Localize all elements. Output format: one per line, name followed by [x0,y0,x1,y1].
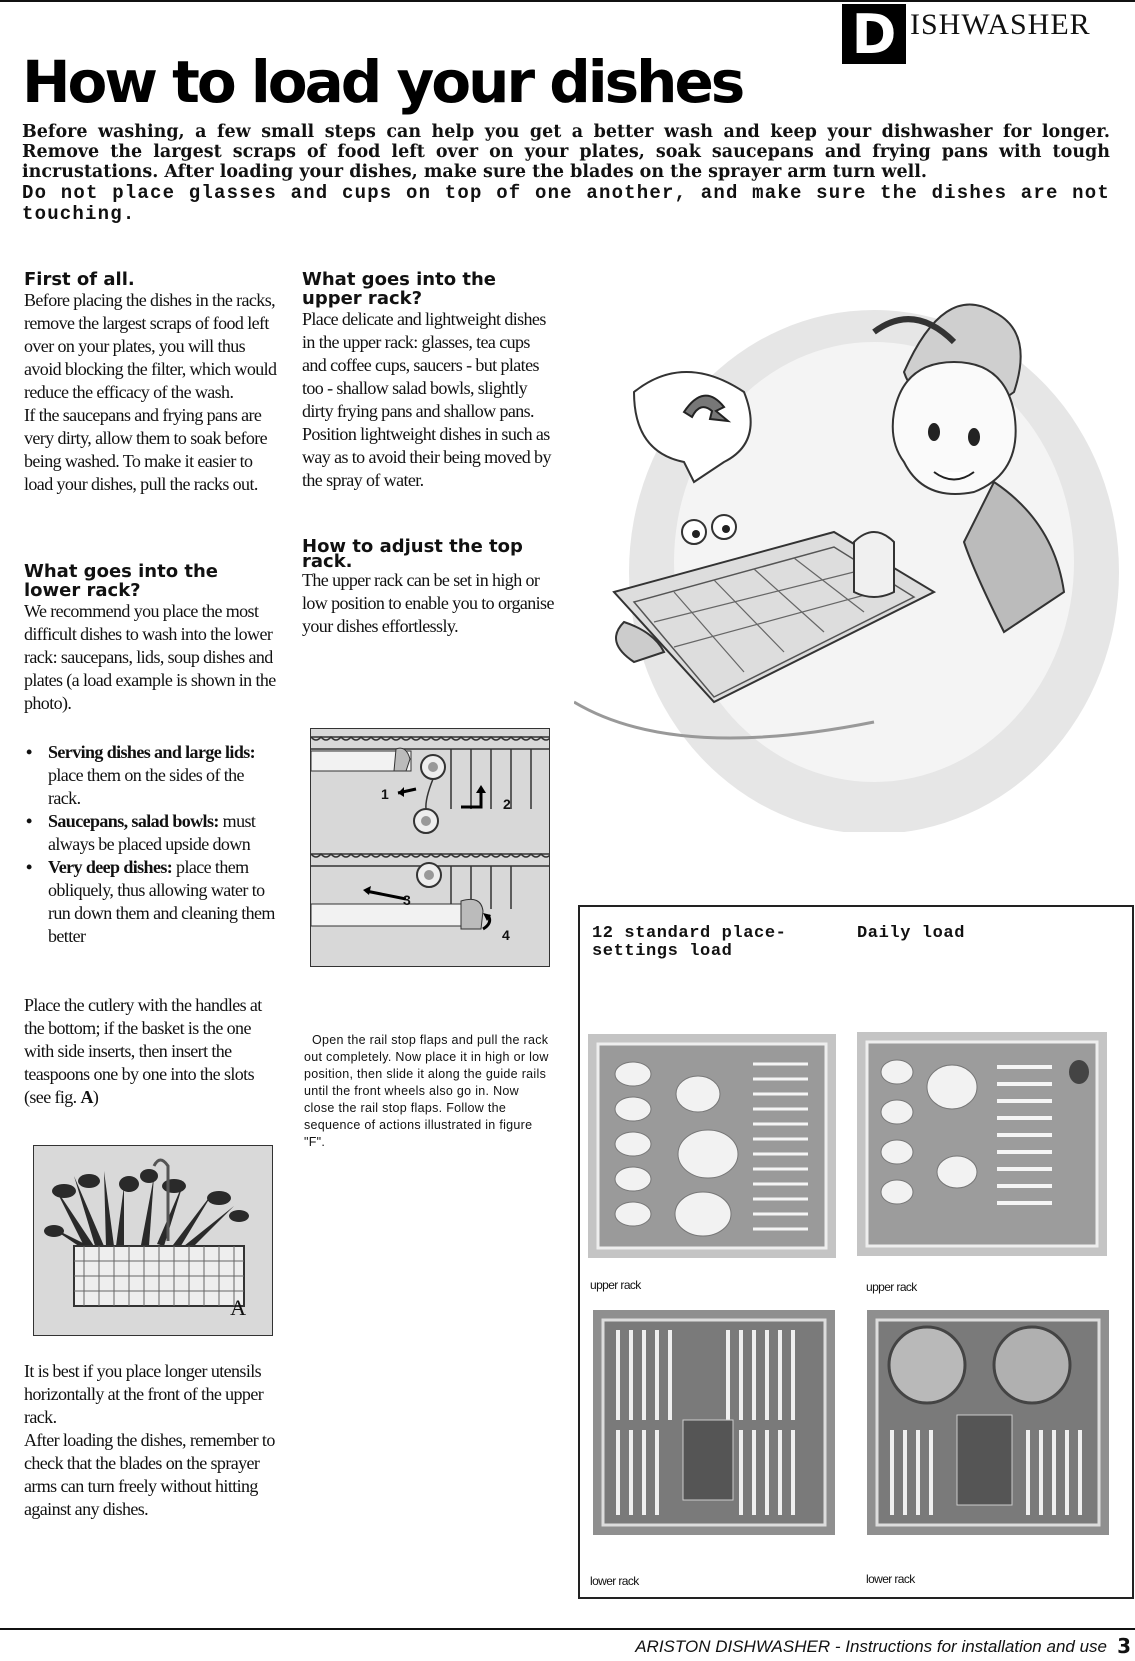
step-number-3: 3 [403,892,411,908]
intro-paragraph [22,122,1110,182]
standard-lower-rack-image [593,1310,835,1535]
section-letter-box: D [842,4,906,64]
utensils-text-2: After loading the dishes, remember to check that the blades on the sprayer arms can turn freely without hitting against any dishes. [24,1430,275,1519]
first-of-all-text-1: Before placing the dishes in the racks, remove the largest scraps of food left over on your plates, you will thus avoid blocking the filter, which would reduce the efficacy of the wash. [24,290,277,402]
list-item: • Saucepans, salad bowls: must always be placed upside down [24,810,278,856]
rack-adjust-figure [310,728,550,967]
lower-rack-section [24,562,278,715]
first-of-all-text-2: If the saucepans and frying pans are very dirty, allow them to soak before being washed. To make it easier to load your dishes, pull the racks out. [24,405,268,494]
step-number-4: 4 [502,927,510,943]
intro-line-3: incrustations. After loading your dishes, make sure the blades on the sprayer arm turn well. [22,162,928,182]
intro-line-1: Before washing, a few small steps can help you get a better wash and keep your dishwasher for longer. [22,122,1110,142]
first-of-all-section [24,270,278,496]
upper-rack-text-1: Place delicate and lightweight dishes in the upper rack: glasses, tea cups and coffee cups, saucers - but plates too - shallow salad bowls, slightly dirty frying pans and shallow pans. [302,309,546,421]
adjust-rack-section [302,536,554,638]
footer-rule [0,1628,1135,1630]
upper-rack-text-2: Position lightweight dishes in such as way as to avoid their being moved by the spray of water. [302,424,551,490]
adjust-rack-heading: How to adjust the top rack. [302,536,523,572]
upper-rack-heading: What goes into the upper rack? [302,269,496,309]
cutlery-text: Place the cutlery with the handles at the bottom; if the basket is the one with side inserts, then insert the teaspoons one by one into the slots (see fig. A) [24,995,262,1107]
standard-lower-rack-label: lower rack [590,1574,639,1588]
lower-rack-text: We recommend you place the most difficult dishes to wash into the lower rack: saucepans, lids, soup dishes and plates (a load example is shown in the photo). [24,601,276,713]
intro-line-2: Remove the largest scraps of food left over on your plates, soak saucepans and frying pans with tough [22,142,1110,162]
lower-rack-heading: What goes into the lower rack? [24,561,218,601]
upper-rack-section [302,270,554,492]
first-of-all-heading: First of all. [24,269,135,290]
daily-load-heading: Daily load [857,924,966,943]
standard-upper-rack-label: upper rack [590,1278,641,1292]
adjust-rack-text: The upper rack can be set in high or low position to enable you to organise your dishes effortlessly. [302,570,554,636]
woman-loading-dishwasher-illustration [574,272,1130,832]
woman-illustration-svg [574,272,1130,832]
list-item: • Serving dishes and large lids: place them on the sides of the rack. [24,741,278,810]
daily-upper-rack-label: upper rack [866,1280,917,1294]
daily-lower-rack-label: lower rack [866,1572,915,1586]
utensils-section [24,1360,278,1521]
daily-lower-rack-image [867,1310,1109,1535]
page-title: How to load your dishes [22,48,743,116]
daily-lower-rack-photo [867,1310,1109,1535]
standard-upper-rack-photo [588,1034,836,1258]
load-examples-panel [578,905,1134,1599]
cutlery-section [24,994,278,1109]
standard-lower-rack-photo [593,1310,835,1535]
footer-text: ARISTON DISHWASHER - Instructions for installation and use [635,1637,1107,1656]
list-item: • Very deep dishes: place them obliquely, thus allowing water to run down them and cleaning them better [24,856,278,948]
step-number-2: 2 [503,796,511,812]
rack-adjust-illustration [311,729,549,966]
cutlery-basket-figure [33,1145,273,1336]
bullet-list-section [24,741,278,948]
rack-adjust-caption: Open the rail stop flaps and pull the rack out completely. Now place it in high or low position, then slide it along the guide rails until the front wheels also go in. Now close the rail stop flaps. Follow the sequence of actions illustrated in figure "F". [304,1033,549,1149]
intro-warning: Do not place glasses and cups on top of one another, and make sure the dishes are not touching. [22,182,1110,225]
standard-load-heading: 12 standard place-settings load [592,924,787,961]
utensils-text-1: It is best if you place longer utensils horizontally at the front of the upper rack. [24,1361,264,1427]
step-number-1: 1 [381,786,389,802]
page-number: 3 [1117,1634,1131,1658]
top-rule [0,0,1135,2]
daily-upper-rack-image [857,1032,1107,1256]
section-title: ISHWASHER [910,8,1091,41]
daily-upper-rack-photo [857,1032,1107,1256]
figure-a-label: A [230,1295,246,1320]
standard-upper-rack-image [588,1034,836,1258]
bullet-list [24,741,278,948]
